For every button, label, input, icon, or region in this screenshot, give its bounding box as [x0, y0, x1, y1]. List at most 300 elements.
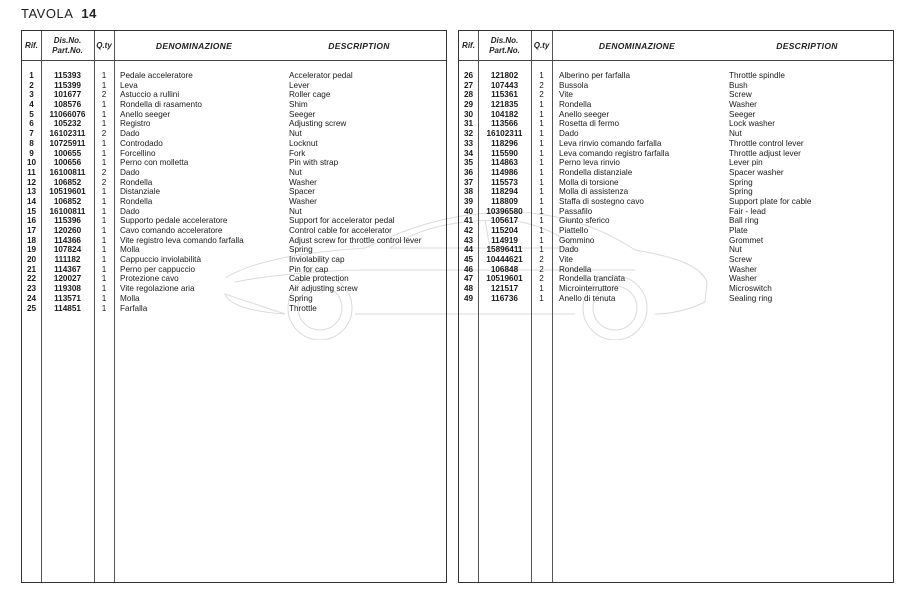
table-row [22, 265, 446, 275]
table-row [22, 158, 446, 168]
quantity-cell: 1 [539, 138, 544, 148]
quantity-cell: 1 [539, 167, 544, 177]
denominazione-cell: Perno leva rinvio [559, 158, 620, 168]
description-cell: Spacer [289, 187, 315, 197]
part-number-cell: 115590 [491, 148, 518, 158]
rif-cell: 37 [463, 177, 474, 187]
denominazione-cell: Dado [559, 245, 579, 255]
part-number-cell: 16100811 [49, 206, 86, 216]
description-cell: Lever [289, 80, 310, 90]
quantity-cell: 1 [539, 216, 544, 226]
rif-cell: 30 [463, 109, 474, 119]
denominazione-cell: Rosetta di fermo [559, 119, 620, 129]
part-number-cell: 119308 [54, 284, 81, 294]
table-row [22, 226, 446, 236]
table-row [22, 139, 446, 149]
description-cell: Throttle spindle [729, 71, 785, 80]
denominazione-cell: Distanziale [120, 187, 161, 197]
table-row [22, 216, 446, 226]
rows-left [22, 71, 446, 313]
description-cell: Accelerator pedal [289, 71, 353, 80]
quantity-cell: 2 [101, 129, 107, 139]
rif-cell: 27 [463, 80, 474, 90]
rif-cell: 34 [463, 148, 474, 158]
quantity-cell: 1 [539, 148, 544, 158]
description-cell: Support for accelerator pedal [289, 216, 395, 226]
denominazione-cell: Rondella di rasamento [120, 100, 202, 110]
table-row [22, 129, 446, 139]
denominazione-cell: Anello di tenuta [559, 293, 616, 303]
denominazione-cell: Giunto sferico [559, 216, 610, 226]
part-number-cell: 114367 [54, 264, 81, 274]
rif-cell: 40 [463, 206, 474, 216]
part-number-cell: 107443 [490, 80, 519, 90]
description-cell: Sealing ring [729, 293, 773, 303]
part-number-cell: 120260 [53, 226, 82, 235]
header-qty: Q.ty [96, 40, 112, 50]
description-cell: Adjust screw for throttle control lever [289, 235, 422, 245]
rif-cell: 15 [26, 206, 37, 216]
table-row [459, 284, 893, 294]
denominazione-cell: Molla di torsione [559, 177, 619, 187]
denominazione-cell: Perno per cappuccio [120, 264, 196, 274]
denominazione-cell: Anello seeger [120, 109, 171, 119]
header-rif: Rif. [462, 40, 475, 50]
table-row [459, 187, 893, 197]
header-part-no [41, 31, 94, 60]
quantity-cell: 2 [539, 255, 544, 265]
table-row [459, 236, 893, 246]
part-number-cell: 15896411 [486, 245, 523, 255]
part-number-cell: 115361 [491, 90, 518, 100]
denominazione-cell: Perno con molletta [120, 158, 189, 168]
rif-cell: 19 [26, 245, 37, 255]
quantity-cell: 1 [101, 206, 107, 216]
denominazione-cell: Microinterruttore [559, 284, 619, 294]
denominazione-cell: Vite [559, 255, 573, 265]
rif-cell: 3 [29, 90, 34, 100]
rif-cell: 7 [29, 129, 34, 139]
denominazione-cell: Rondella tranciata [559, 274, 625, 284]
denominazione-cell: Pedale acceleratore [120, 71, 193, 80]
description-cell: Spring [289, 293, 313, 303]
table-row [22, 90, 446, 100]
table-row [459, 294, 893, 304]
rif-cell: 10 [26, 158, 37, 168]
part-number-cell: 101677 [53, 90, 82, 100]
quantity-cell: 1 [101, 80, 107, 90]
rif-cell: 5 [29, 109, 34, 119]
quantity-cell: 2 [101, 167, 107, 177]
part-number-cell: 114986 [491, 167, 518, 177]
description-cell: Fork [289, 148, 306, 158]
rif-cell: 22 [26, 274, 37, 284]
quantity-cell: 1 [101, 226, 107, 235]
description-cell: Nut [289, 129, 302, 139]
rif-cell: 14 [26, 196, 37, 206]
part-number-cell: 104182 [490, 109, 519, 119]
denominazione-cell: Registro [120, 119, 151, 129]
quantity-cell: 2 [539, 264, 544, 274]
table-row [22, 304, 446, 314]
rif-cell: 8 [29, 138, 34, 148]
denominazione-cell: Rondella [559, 264, 592, 274]
denominazione-cell: Vite registro leva comando farfalla [120, 235, 244, 245]
part-number-cell: 106852 [53, 177, 82, 187]
denominazione-cell: Leva rinvio comando farfalla [559, 138, 662, 148]
part-number-cell: 115396 [54, 216, 81, 226]
description-cell: Control cable for accelerator [289, 226, 392, 235]
rif-cell: 48 [463, 284, 474, 294]
rif-cell: 28 [463, 90, 474, 100]
header-denominazione: DENOMINAZIONE [598, 40, 676, 51]
quantity-cell: 1 [539, 119, 544, 129]
part-number-cell: 115573 [491, 177, 518, 187]
part-number-cell: 10444621 [486, 255, 523, 265]
part-number-cell: 16100811 [49, 167, 86, 177]
table-row [22, 294, 446, 304]
table-row [22, 274, 446, 284]
part-number-cell: 118809 [491, 196, 518, 206]
rif-cell: 26 [463, 71, 474, 80]
rif-cell: 18 [26, 235, 37, 245]
header-description: DESCRIPTION [776, 40, 838, 51]
part-number-cell: 105232 [53, 119, 82, 129]
description-cell: Nut [289, 206, 302, 216]
rif-cell: 43 [463, 235, 474, 245]
description-cell: Throttle control lever [729, 138, 804, 148]
quantity-cell: 1 [539, 226, 544, 235]
part-number-cell: 10725911 [49, 138, 86, 148]
rif-cell: 24 [26, 293, 37, 303]
table-row [459, 139, 893, 149]
table-row [459, 100, 893, 110]
description-cell: Spring [729, 187, 753, 197]
part-number-cell: 115399 [54, 80, 81, 90]
rif-cell: 29 [463, 100, 474, 110]
quantity-cell: 1 [539, 100, 544, 110]
part-number-cell: 10396580 [486, 206, 523, 216]
denominazione-cell: Rondella [120, 177, 153, 187]
quantity-cell: 2 [101, 90, 107, 100]
description-cell: Spring [289, 245, 313, 255]
denominazione-cell: Passafilo [559, 206, 593, 216]
rif-cell: 31 [463, 119, 474, 129]
quantity-cell: 1 [101, 274, 107, 284]
table-row [22, 178, 446, 188]
denominazione-cell: Astuccio a rullini [120, 90, 180, 100]
quantity-cell: 1 [539, 109, 544, 119]
rif-cell: 9 [29, 148, 34, 158]
quantity-cell: 1 [101, 119, 107, 129]
quantity-cell: 1 [101, 187, 107, 197]
rif-cell: 25 [26, 303, 37, 313]
quantity-cell: 1 [539, 129, 544, 139]
denominazione-cell: Supporto pedale acceleratore [120, 216, 228, 226]
denominazione-cell: Rondella [120, 196, 153, 206]
quantity-cell: 1 [539, 177, 544, 187]
denominazione-cell: Gommino [559, 235, 595, 245]
part-number-cell: 120027 [53, 274, 82, 284]
part-number-cell: 10519601 [486, 274, 523, 284]
header-part-no-label: Part.No. [489, 45, 520, 55]
description-cell: Pin for cap [289, 264, 329, 274]
table-row [459, 255, 893, 265]
rif-cell: 21 [26, 264, 37, 274]
table-row [459, 81, 893, 91]
rif-cell: 44 [463, 245, 474, 255]
denominazione-cell: Leva [120, 80, 138, 90]
part-number-cell: 116736 [491, 293, 518, 303]
rif-cell: 46 [463, 264, 474, 274]
part-number-cell: 100656 [53, 158, 82, 168]
part-number-cell: 111182 [54, 255, 81, 265]
header-dis-no: Dis.No. [490, 35, 519, 45]
description-cell: Spacer washer [729, 167, 784, 177]
rif-cell: 42 [463, 226, 474, 235]
rif-cell: 49 [463, 293, 474, 303]
description-cell: Throttle adjust lever [729, 148, 801, 158]
description-cell: Inviolability cap [289, 255, 345, 265]
rif-cell: 23 [26, 284, 37, 294]
denominazione-cell: Dado [120, 129, 140, 139]
denominazione-cell: Bussola [559, 80, 589, 90]
header-denominazione: DENOMINAZIONE [155, 40, 233, 51]
parts-table-left [21, 30, 447, 583]
denominazione-cell: Rondella [559, 100, 592, 110]
table-row [459, 207, 893, 217]
part-number-cell: 105617 [490, 216, 519, 226]
table-row [459, 265, 893, 275]
description-cell: Lever pin [729, 158, 763, 168]
description-cell: Roller cage [289, 90, 331, 100]
quantity-cell: 1 [101, 148, 107, 158]
title-number: 14 [81, 6, 97, 21]
description-cell: Washer [729, 274, 757, 284]
rif-cell: 35 [463, 158, 474, 168]
description-cell: Washer [729, 100, 757, 110]
table-row [22, 100, 446, 110]
quantity-cell: 1 [539, 245, 544, 255]
quantity-cell: 1 [101, 71, 107, 80]
denominazione-cell: Alberino per farfalla [559, 71, 630, 80]
quantity-cell: 1 [539, 196, 544, 206]
table-row [22, 255, 446, 265]
description-cell: Screw [729, 255, 752, 265]
quantity-cell: 1 [539, 71, 544, 80]
rif-cell: 4 [29, 100, 34, 110]
table-row [22, 119, 446, 129]
table-row [459, 178, 893, 188]
description-cell: Cable protection [289, 274, 349, 284]
quantity-cell: 1 [101, 293, 107, 303]
quantity-cell: 1 [539, 158, 544, 168]
rif-cell: 33 [463, 138, 474, 148]
table-row [22, 81, 446, 91]
header-part-no-label: Part.No. [52, 45, 83, 55]
description-cell: Washer [289, 196, 317, 206]
table-row [459, 274, 893, 284]
part-number-cell: 115393 [54, 71, 81, 80]
table-row [459, 90, 893, 100]
description-cell: Throttle [289, 303, 317, 313]
part-number-cell: 114863 [491, 158, 518, 168]
part-number-cell: 113566 [491, 119, 518, 129]
table-row [459, 216, 893, 226]
table-row [22, 168, 446, 178]
header-qty: Q.ty [533, 40, 550, 50]
quantity-cell: 1 [539, 284, 544, 294]
part-number-cell: 118294 [491, 187, 518, 197]
quantity-cell: 1 [101, 245, 107, 255]
quantity-cell: 1 [539, 293, 544, 303]
description-cell: Seeger [289, 109, 316, 119]
description-cell: Washer [289, 177, 317, 187]
description-cell: Washer [729, 264, 757, 274]
quantity-cell: 1 [101, 196, 107, 206]
table-row [22, 236, 446, 246]
quantity-cell: 2 [539, 274, 544, 284]
part-number-cell: 16102311 [49, 129, 86, 139]
description-cell: Lock washer [729, 119, 775, 129]
rif-cell: 39 [463, 196, 474, 206]
quantity-cell: 1 [101, 255, 107, 265]
table-row [22, 71, 446, 81]
title-label: TAVOLA [21, 6, 74, 21]
quantity-cell: 1 [539, 235, 544, 245]
table-row [459, 149, 893, 159]
table-row [22, 187, 446, 197]
description-cell: Adjusting screw [289, 119, 347, 129]
denominazione-cell: Molla [120, 245, 140, 255]
quantity-cell: 2 [101, 177, 107, 187]
part-number-cell: 121835 [490, 100, 519, 110]
description-cell: Spring [729, 177, 753, 187]
denominazione-cell: Dado [559, 129, 579, 139]
part-number-cell: 11066076 [49, 109, 86, 119]
table-row [459, 168, 893, 178]
denominazione-cell: Dado [120, 206, 140, 216]
quantity-cell: 1 [101, 235, 107, 245]
rif-cell: 13 [26, 187, 37, 197]
parts-table-right [458, 30, 894, 583]
part-number-cell: 106852 [53, 196, 82, 206]
denominazione-cell: Protezione cavo [120, 274, 179, 284]
table-row [22, 197, 446, 207]
description-cell: Locknut [289, 138, 318, 148]
table-row [22, 284, 446, 294]
description-cell: Plate [729, 226, 748, 235]
rif-cell: 1 [29, 71, 34, 80]
quantity-cell: 1 [539, 206, 544, 216]
part-number-cell: 114919 [491, 235, 518, 245]
part-number-cell: 114366 [54, 235, 81, 245]
table-row [22, 245, 446, 255]
denominazione-cell: Leva comando registro farfalla [559, 148, 670, 158]
rows-right [459, 71, 893, 304]
part-number-cell: 121517 [490, 284, 519, 294]
header-rif: Rif. [25, 40, 38, 50]
description-cell: Shim [289, 100, 308, 110]
description-cell: Microswitch [729, 284, 772, 294]
part-number-cell: 100655 [53, 148, 82, 158]
denominazione-cell: Forcellino [120, 148, 156, 158]
quantity-cell: 1 [101, 216, 107, 226]
description-cell: Seeger [729, 109, 756, 119]
denominazione-cell: Piattello [559, 226, 589, 235]
table-row [459, 71, 893, 81]
rif-cell: 45 [463, 255, 474, 265]
rif-cell: 6 [29, 119, 34, 129]
header-dis-no: Dis.No. [53, 35, 82, 45]
description-cell: Nut [729, 129, 742, 139]
denominazione-cell: Rondella distanziale [559, 167, 633, 177]
part-number-cell: 108576 [53, 100, 82, 110]
description-cell: Nut [729, 245, 742, 255]
rif-cell: 47 [463, 274, 474, 284]
part-number-cell: 16102311 [486, 129, 523, 139]
denominazione-cell: Farfalla [120, 303, 148, 313]
denominazione-cell: Molla [120, 293, 140, 303]
quantity-cell: 1 [101, 284, 107, 294]
denominazione-cell: Vite regolazione aria [120, 284, 195, 294]
denominazione-cell: Dado [120, 167, 140, 177]
header-part-no [478, 31, 531, 60]
description-cell: Screw [729, 90, 752, 100]
description-cell: Nut [289, 167, 302, 177]
rif-cell: 12 [26, 177, 37, 187]
table-row [459, 129, 893, 139]
quantity-cell: 1 [101, 264, 107, 274]
quantity-cell: 2 [539, 90, 544, 100]
rif-cell: 11 [27, 167, 36, 177]
denominazione-cell: Anello seeger [559, 109, 610, 119]
description-cell: Bush [729, 80, 748, 90]
part-number-cell: 114851 [54, 303, 81, 313]
part-number-cell: 115204 [491, 226, 518, 235]
denominazione-cell: Molla di assistenza [559, 187, 629, 197]
part-number-cell: 118296 [491, 138, 518, 148]
denominazione-cell: Staffa di sostegno cavo [559, 196, 644, 206]
description-cell: Air adjusting screw [289, 284, 358, 294]
rif-cell: 36 [463, 167, 474, 177]
rif-cell: 38 [463, 187, 474, 197]
rif-cell: 16 [26, 216, 37, 226]
table-row [22, 110, 446, 120]
quantity-cell: 1 [101, 138, 107, 148]
header-description: DESCRIPTION [328, 40, 390, 51]
part-number-cell: 106848 [490, 264, 519, 274]
quantity-cell: 1 [101, 158, 107, 168]
table-row [459, 245, 893, 255]
table-row [459, 197, 893, 207]
table-row [459, 119, 893, 129]
rif-cell: 20 [26, 255, 37, 265]
quantity-cell: 2 [539, 80, 544, 90]
description-cell: Support plate for cable [729, 196, 812, 206]
rif-cell: 32 [463, 129, 474, 139]
rif-cell: 41 [463, 216, 474, 226]
quantity-cell: 1 [101, 100, 107, 110]
quantity-cell: 1 [101, 303, 107, 313]
part-number-cell: 121802 [490, 71, 519, 80]
denominazione-cell: Cappuccio inviolabilità [120, 255, 202, 265]
description-cell: Grommet [729, 235, 764, 245]
rif-cell: 17 [26, 226, 37, 235]
part-number-cell: 113571 [54, 293, 81, 303]
rif-cell: 2 [29, 80, 34, 90]
description-cell: Pin with strap [289, 158, 339, 168]
